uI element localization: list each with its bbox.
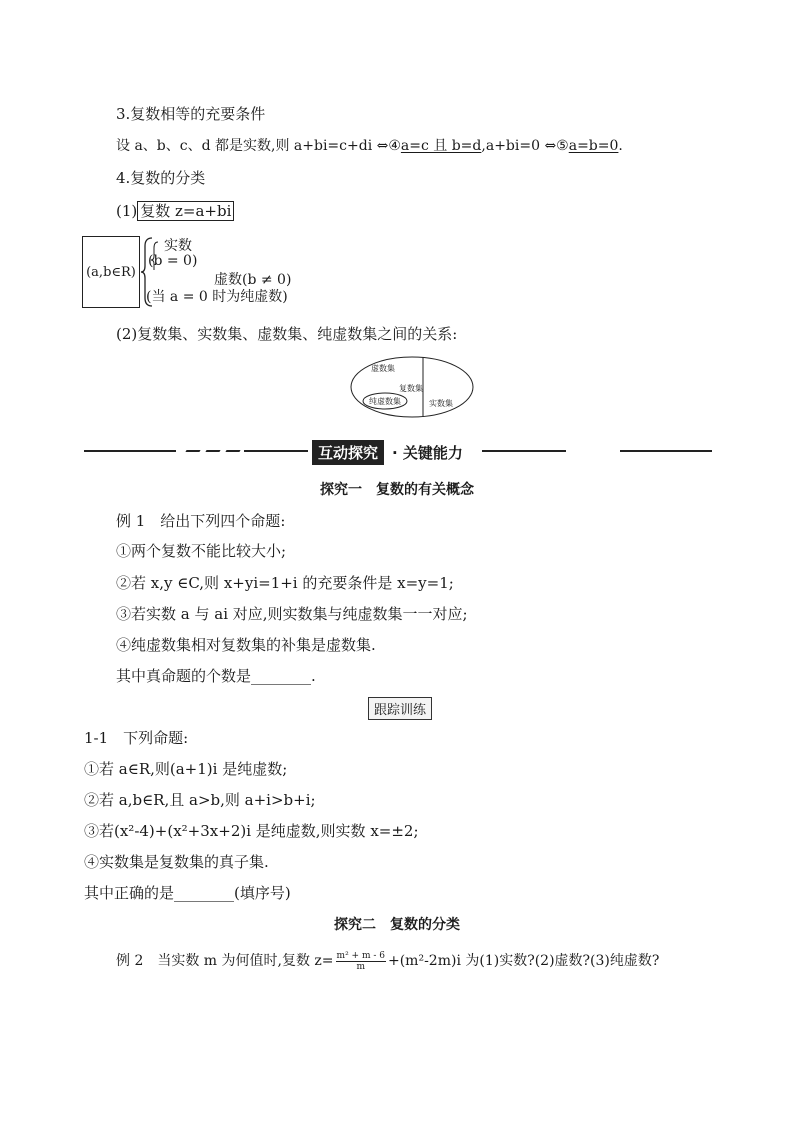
banner-left-line-2 [244, 450, 308, 452]
blank-answer-5: a=b=0 [568, 138, 619, 154]
blank-answer-4: a=c 且 b=d [400, 138, 482, 154]
tree-pure: (当 a = 0 时为纯虚数) [146, 289, 288, 305]
banner-dash [205, 450, 220, 452]
complex-form-box: 复数 z=a+bi [137, 201, 234, 221]
tree-imaginary: 虚数(b ≠ 0) [214, 272, 292, 288]
classification-2: (2)复数集、实数集、虚数集、纯虚数集之间的关系: [116, 325, 458, 343]
banner-right-line-2 [620, 450, 712, 452]
exercise-1-1-proposition-4: ④实数集是复数集的真子集. [84, 853, 269, 871]
equality-mid: ,a+bi=0 ⇔⑤ [481, 138, 569, 154]
exercise-1-1-question: 其中正确的是________(填序号) [84, 884, 291, 902]
example-1-question: 其中真命题的个数是________. [116, 667, 316, 685]
example-2-fraction [336, 951, 386, 972]
exercise-1-1-proposition-2: ②若 a,b∈R,且 a>b,则 a+i>b+i; [84, 791, 316, 809]
example-1-intro: 例 1 给出下列四个命题: [116, 512, 286, 530]
venn-diagram [349, 355, 475, 419]
example-1-proposition-2: ②若 x,y ∈C,则 x+yi=1+i 的充要条件是 x=y=1; [116, 574, 454, 592]
banner-title-box: 互动探究 [312, 440, 384, 465]
classification-1-label: (1) [116, 202, 138, 220]
venn-real-label: 实数集 [429, 399, 453, 408]
equality-condition [116, 135, 623, 155]
banner-left-line [84, 450, 176, 452]
banner-dash [185, 450, 200, 452]
banner-title-rest: · 关键能力 [392, 444, 463, 462]
section-4-title: 4.复数的分类 [116, 169, 206, 187]
track-training-label: 跟踪训练 [368, 697, 432, 720]
example-2-post: +(m²-2m)i 为(1)实数?(2)虚数?(3)纯虚数? [387, 953, 660, 969]
example-1-proposition-1: ①两个复数不能比较大小; [116, 542, 287, 560]
example-2-pre: 例 2 当实数 m 为何值时,复数 z= [116, 953, 334, 969]
classification-1 [116, 200, 234, 221]
venn-complex-label: 复数集 [399, 384, 423, 393]
venn-imaginary-label: 虚数集 [371, 364, 395, 373]
exercise-1-1-proposition-1: ①若 a∈R,则(a+1)i 是纯虚数; [84, 760, 288, 778]
explore-1-title: 探究一 复数的有关概念 [320, 482, 474, 498]
equality-suffix: . [618, 138, 623, 154]
tree-real: 实数 [164, 238, 192, 254]
exercise-1-1-proposition-3: ③若(x²-4)+(x²+3x+2)i 是纯虚数,则实数 x=±2; [84, 822, 419, 840]
example-1-proposition-4: ④纯虚数集相对复数集的补集是虚数集. [116, 636, 376, 654]
classification-tree [82, 236, 402, 310]
example-2 [116, 950, 659, 972]
banner-right-line [482, 450, 566, 452]
fraction-denominator: m [356, 961, 366, 972]
explore-2-title: 探究二 复数的分类 [334, 917, 460, 933]
venn-pure-label: 纯虚数集 [369, 397, 401, 406]
tree-real-condition: (b = 0) [148, 253, 198, 269]
equality-prefix: 设 a、b、c、d 都是实数,则 a+bi=c+di ⇔④ [116, 138, 401, 154]
exercise-1-1-intro: 1-1 下列命题: [84, 729, 189, 747]
tree-condition-box: (a,b∈R) [82, 236, 140, 308]
banner-dash [225, 450, 240, 452]
fraction-numerator: m² + m - 6 [336, 950, 385, 961]
example-1-proposition-3: ③若实数 a 与 ai 对应,则实数集与纯虚数集一一对应; [116, 605, 468, 623]
section-3-title: 3.复数相等的充要条件 [116, 105, 266, 123]
